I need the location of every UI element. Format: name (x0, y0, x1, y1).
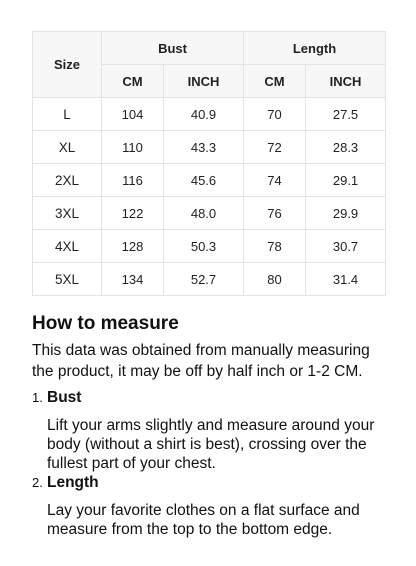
step-heading (32, 474, 392, 496)
header-bust: Bust (102, 32, 244, 65)
bust-cm-cell: 110 (102, 131, 164, 164)
size-cell: 4XL (33, 230, 102, 263)
header-length-inch: INCH (306, 65, 386, 98)
length-cm-cell: 80 (244, 263, 306, 296)
step-heading (32, 389, 392, 411)
length-cm-cell: 78 (244, 230, 306, 263)
length-inch-cell: 30.7 (306, 230, 386, 263)
bust-inch-cell: 48.0 (164, 197, 244, 230)
size-cell: 5XL (33, 263, 102, 296)
table-row (33, 131, 386, 164)
header-group-row (33, 32, 386, 65)
length-inch-cell: 29.1 (306, 164, 386, 197)
header-bust-cm: CM (102, 65, 164, 98)
bust-inch-cell: 52.7 (164, 263, 244, 296)
length-cm-cell: 70 (244, 98, 306, 131)
length-cm-cell: 74 (244, 164, 306, 197)
bust-cm-cell: 104 (102, 98, 164, 131)
step-number: 1. (32, 390, 43, 405)
header-length-cm: CM (244, 65, 306, 98)
length-inch-cell: 28.3 (306, 131, 386, 164)
size-table (32, 31, 386, 296)
table-row (33, 197, 386, 230)
measure-step-length (32, 474, 392, 539)
bust-inch-cell: 40.9 (164, 98, 244, 131)
bust-inch-cell: 43.3 (164, 131, 244, 164)
header-bust-inch: INCH (164, 65, 244, 98)
size-cell: 3XL (33, 197, 102, 230)
length-cm-cell: 76 (244, 197, 306, 230)
measure-step-bust (32, 389, 392, 473)
length-cm-cell: 72 (244, 131, 306, 164)
size-cell: 2XL (33, 164, 102, 197)
how-to-measure-intro: This data was obtained from manually measuring the product, it may be off by half inch or 1-2 CM. (32, 342, 370, 380)
bust-cm-cell: 128 (102, 230, 164, 263)
step-title: Length (47, 474, 99, 491)
header-size: Size (33, 32, 102, 98)
header-length: Length (244, 32, 386, 65)
size-cell: L (33, 98, 102, 131)
bust-cm-cell: 116 (102, 164, 164, 197)
bust-inch-cell: 50.3 (164, 230, 244, 263)
size-table-body (33, 98, 386, 296)
step-description: Lift your arms slightly and measure around your body (without a shirt is best), crossing over the fullest part of your chest. (47, 417, 375, 472)
step-number: 2. (32, 475, 43, 490)
size-table-header (33, 32, 386, 98)
table-row (33, 164, 386, 197)
length-inch-cell: 27.5 (306, 98, 386, 131)
length-inch-cell: 29.9 (306, 197, 386, 230)
table-row (33, 230, 386, 263)
table-row (33, 263, 386, 296)
bust-cm-cell: 122 (102, 197, 164, 230)
table-row (33, 98, 386, 131)
step-title: Bust (47, 389, 82, 406)
bust-cm-cell: 134 (102, 263, 164, 296)
length-inch-cell: 31.4 (306, 263, 386, 296)
how-to-measure-title: How to measure (32, 313, 179, 334)
bust-inch-cell: 45.6 (164, 164, 244, 197)
size-cell: XL (33, 131, 102, 164)
step-description: Lay your favorite clothes on a flat surface and measure from the top to the bottom edge. (47, 502, 360, 538)
